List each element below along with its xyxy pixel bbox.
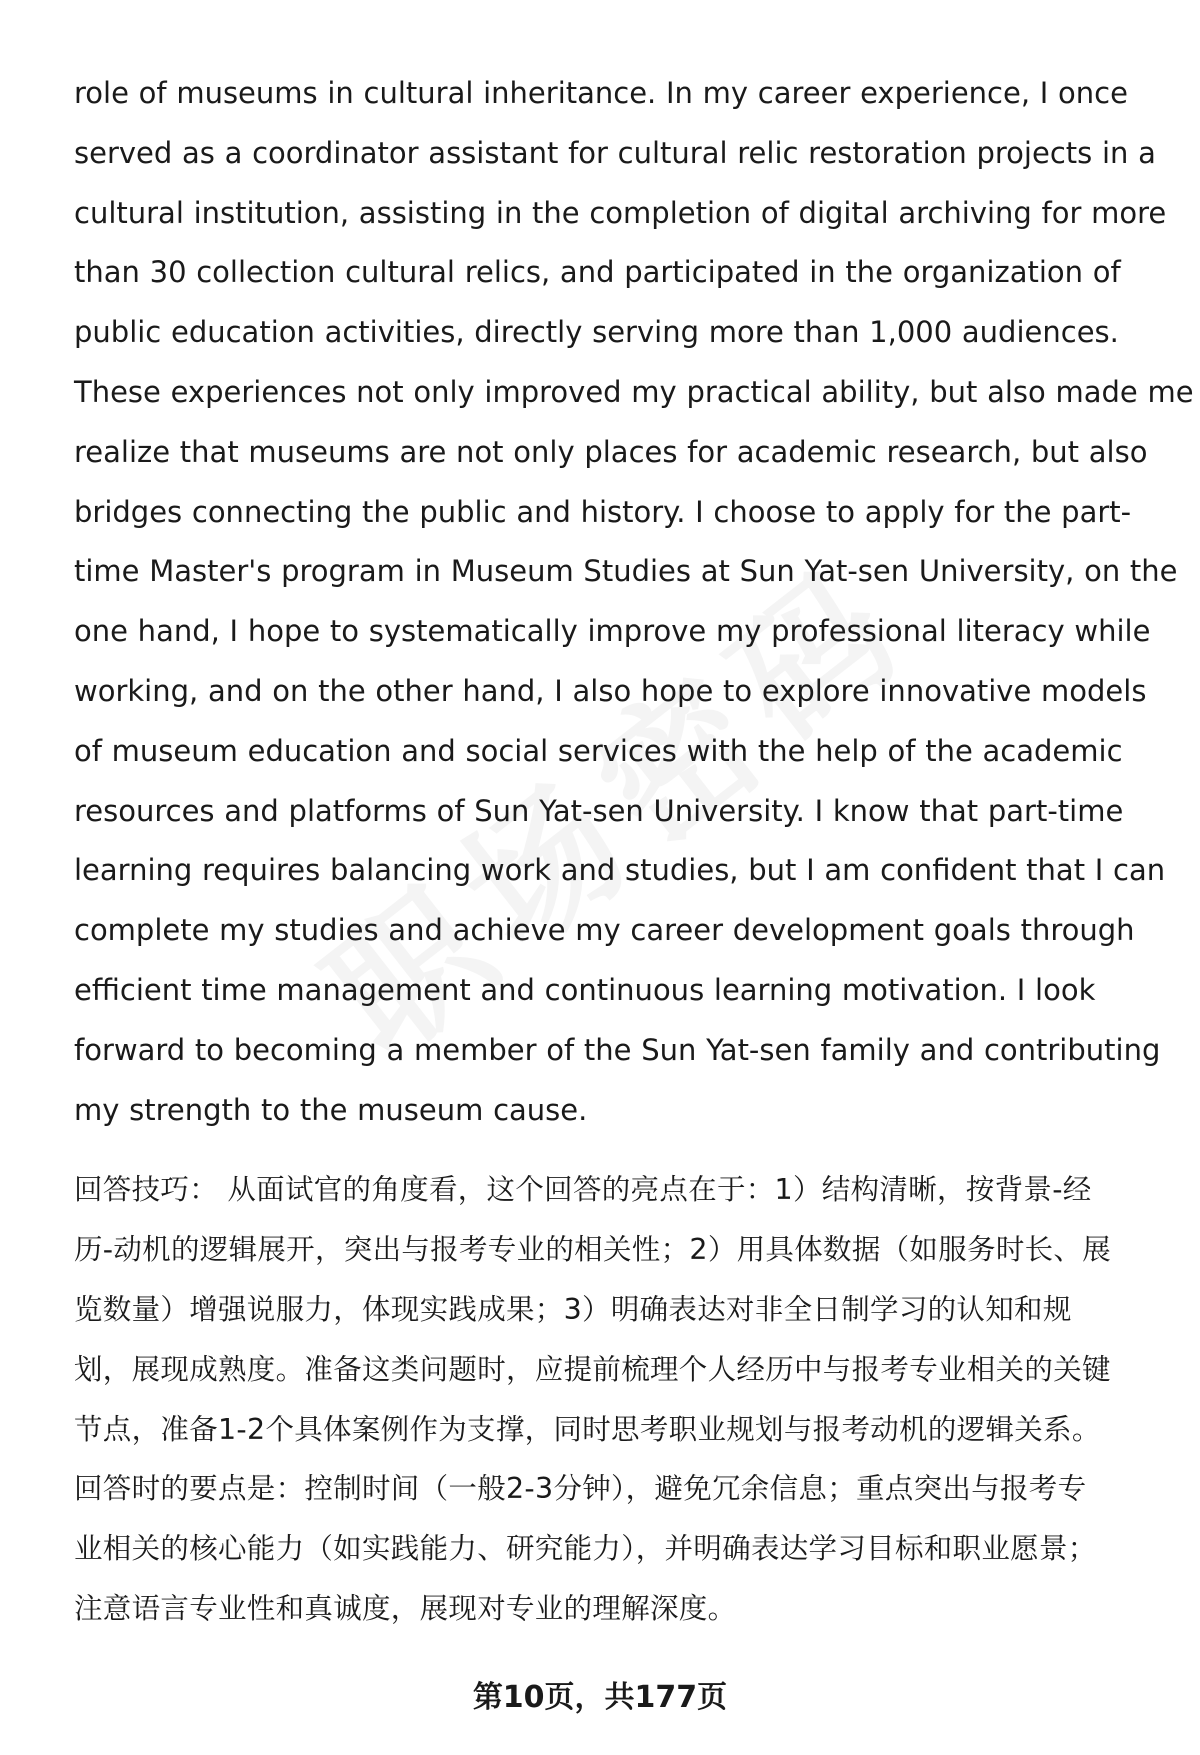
- paragraph-line: public education activities, directly serving more than 1,000 audiences.: [74, 315, 1119, 350]
- paragraph-line: complete my studies and achieve my career development goals through: [74, 913, 1135, 948]
- paragraph-line: resources and platforms of Sun Yat-sen University. I know that part-time: [74, 793, 1124, 828]
- tips-line: 划，展现成熟度。准备这类问题时，应提前梳理个人经历中与报考专业相关的关键: [74, 1352, 1111, 1386]
- paragraph-line: time Master's program in Museum Studies at Sun Yat-sen University, on the: [74, 554, 1178, 589]
- paragraph-line: efficient time management and continuous learning motivation. I look: [74, 972, 1096, 1007]
- tips-line: 注意语言专业性和真诚度，展现对专业的理解深度。: [74, 1591, 737, 1625]
- paragraph-line: served as a coordinator assistant for cultural relic restoration projects in a: [74, 135, 1156, 170]
- tips-line: 回答时的要点是：控制时间（一般2-3分钟），避免冗余信息；重点突出与报考专: [74, 1472, 1087, 1506]
- paragraph-line: realize that museums are not only places for academic research, but also: [74, 434, 1148, 469]
- tips-line: 节点，准备1-2个具体案例作为支撑，同时思考职业规划与报考动机的逻辑关系。: [74, 1412, 1101, 1446]
- paragraph-line: forward to becoming a member of the Sun Yat-sen family and contributing: [74, 1032, 1161, 1067]
- tips-line: 回答技巧： 从面试官的角度看，这个回答的亮点在于：1）结构清晰，按背景-经: [74, 1173, 1092, 1207]
- tips-line: 业相关的核心能力（如实践能力、研究能力），并明确表达学习目标和职业愿景；: [74, 1532, 1097, 1566]
- tips-line: 历-动机的逻辑展开，突出与报考专业的相关性；2）用具体数据（如服务时长、展: [74, 1233, 1112, 1267]
- tips-line: 览数量）增强说服力，体现实践成果；3）明确表达对非全日制学习的认知和规: [74, 1292, 1072, 1326]
- paragraph-line: my strength to the museum cause.: [74, 1092, 588, 1127]
- paragraph-line: than 30 collection cultural relics, and participated in the organization of: [74, 255, 1121, 290]
- answer-tips: [74, 1160, 1154, 1638]
- paragraph-line: cultural institution, assisting in the completion of digital archiving for more: [74, 195, 1167, 230]
- paragraph-line: of museum education and social services with the help of the academic: [74, 733, 1123, 768]
- page-number: 第10页，共177页: [472, 1680, 728, 1715]
- paragraph-line: working, and on the other hand, I also hope to explore innovative models: [74, 673, 1147, 708]
- statement-paragraph: [74, 64, 1194, 1140]
- paragraph-line: role of museums in cultural inheritance. In my career experience, I once: [74, 76, 1128, 110]
- paragraph-line: bridges connecting the public and history. I choose to apply for the part-: [74, 494, 1132, 529]
- paragraph-line: learning requires balancing work and studies, but I am confident that I can: [74, 853, 1166, 888]
- paragraph-line: These experiences not only improved my practical ability, but also made me: [74, 374, 1194, 409]
- document-body: [74, 64, 1194, 1639]
- paragraph-line: one hand, I hope to systematically improve my professional literacy while: [74, 614, 1151, 649]
